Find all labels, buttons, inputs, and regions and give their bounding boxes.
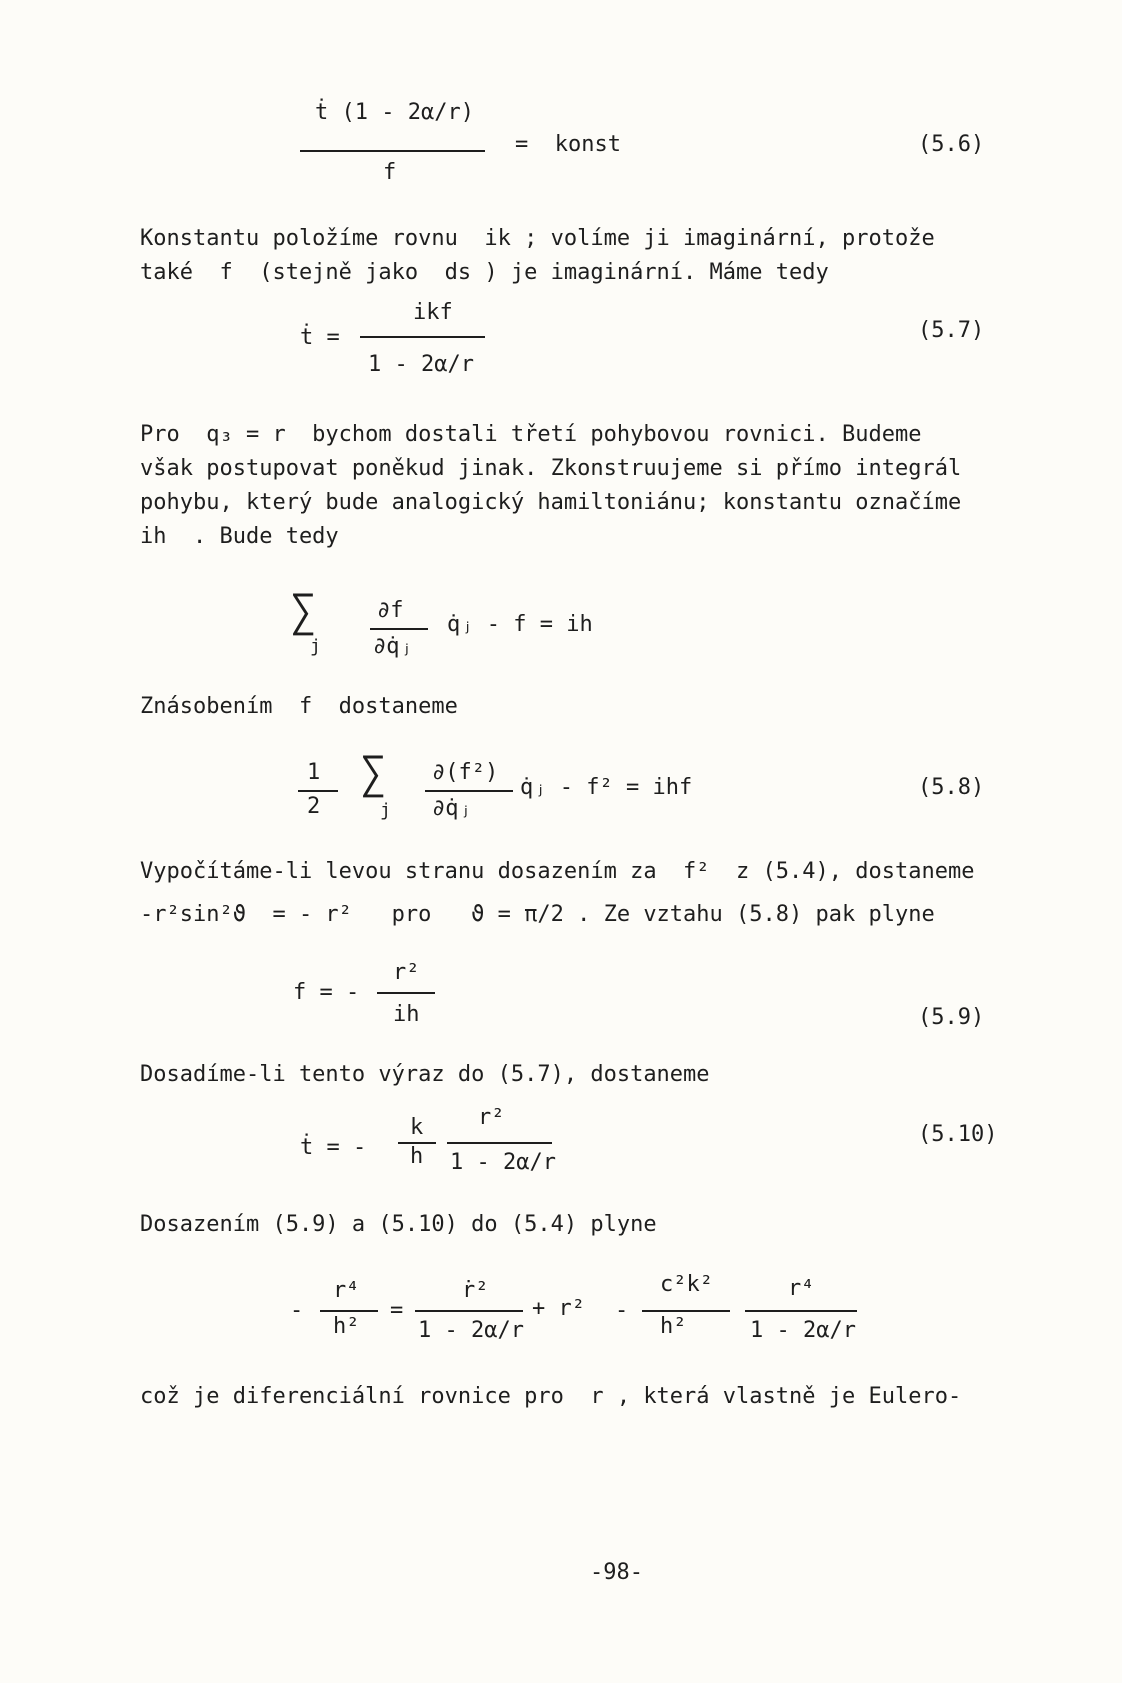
frac4-den: 1 - 2α/r xyxy=(750,1318,856,1343)
eq56-numerator: ṫ (1 - 2α/r) xyxy=(315,100,474,125)
fraction-bar xyxy=(745,1310,857,1312)
eq510-den2: 1 - 2α/r xyxy=(450,1150,556,1175)
paragraph-line: což je diferenciální rovnice pro r , která vlastně je Eulero- xyxy=(140,1384,962,1409)
sum-symbol: ∑ xyxy=(290,586,317,637)
sum-numerator: ∂f xyxy=(377,598,404,623)
eq57-label: (5.7) xyxy=(918,318,985,343)
fraction-bar xyxy=(370,628,428,630)
eq510-num1: k xyxy=(410,1115,424,1140)
eq59-denominator: ih xyxy=(393,1002,420,1027)
paragraph-line: pohybu, který bude analogický hamiltoniánu; konstantu označíme xyxy=(140,490,962,515)
paragraph-line: Pro q₃ = r bychom dostali třetí pohybovou rovnici. Budeme xyxy=(140,422,922,447)
paragraph-line: Vypočítáme-li levou stranu dosazením za f² z (5.4), dostaneme xyxy=(140,859,975,884)
fraction-bar xyxy=(447,1142,552,1144)
fraction-bar xyxy=(415,1310,523,1312)
frac2-den: 1 - 2α/r xyxy=(418,1318,524,1343)
paragraph-line: Dosadíme-li tento výraz do (5.7), dostaneme xyxy=(140,1062,710,1087)
sum-denominator: ∂q̇ⱼ xyxy=(373,634,413,659)
fraction-bar xyxy=(377,992,435,994)
sum-rest: q̇ⱼ - f = ih xyxy=(447,612,593,637)
fraction-bar xyxy=(298,790,338,792)
eq510-num2: r² xyxy=(478,1105,505,1130)
fraction-bar xyxy=(300,150,485,152)
eq56-label: (5.6) xyxy=(918,132,985,157)
minus-sign: - xyxy=(290,1298,304,1323)
eq510-lhs: ṫ = - xyxy=(300,1135,367,1160)
eq510-label: (5.10) xyxy=(918,1122,998,1147)
eq59-numerator: r² xyxy=(393,960,420,985)
minus-sign: - xyxy=(615,1298,629,1323)
paragraph-line: Znásobením f dostaneme xyxy=(140,694,458,719)
paragraph-line: Konstantu položíme rovnu ik ; volíme ji imaginární, protože xyxy=(140,226,935,251)
paragraph-line: Dosazením (5.9) a (5.10) do (5.4) plyne xyxy=(140,1212,657,1237)
sum-index: j xyxy=(310,636,321,657)
fraction-bar xyxy=(360,336,485,338)
eq59-label: (5.9) xyxy=(918,1005,985,1030)
paragraph-line: také f (stejně jako ds ) je imaginární. Máme tedy xyxy=(140,260,829,285)
frac2-num: ṙ² xyxy=(462,1278,489,1303)
plus-term: + r² xyxy=(532,1296,585,1321)
sum-symbol: ∑ xyxy=(360,748,387,799)
eq57-numerator: ikf xyxy=(413,300,453,325)
frac4-num: r⁴ xyxy=(788,1276,815,1301)
paragraph-line: však postupovat poněkud jinak. Zkonstruujeme si přímo integrál xyxy=(140,456,962,481)
eq58-numerator: ∂(f²) xyxy=(432,760,499,785)
equals-sign: = xyxy=(390,1298,404,1323)
eq58-denominator: ∂q̇ⱼ xyxy=(432,796,472,821)
paragraph-line: -r²sin²ϑ = - r² pro ϑ = π/2 . Ze vztahu (5.8) pak plyne xyxy=(140,902,935,927)
fraction-bar xyxy=(425,790,513,792)
frac1-den: h² xyxy=(333,1314,360,1339)
eq58-rest: q̇ⱼ - f² = ihf xyxy=(520,775,693,800)
eq59-lhs: f = - xyxy=(293,980,360,1005)
paragraph-line: ih . Bude tedy xyxy=(140,524,339,549)
eq58-label: (5.8) xyxy=(918,775,985,800)
fraction-bar xyxy=(642,1310,730,1312)
eq56-denominator: f xyxy=(383,160,397,185)
eq57-denominator: 1 - 2α/r xyxy=(368,352,474,377)
frac3-num: c²k² xyxy=(660,1272,713,1297)
fraction-bar xyxy=(320,1310,378,1312)
eq56-rhs: = konst xyxy=(515,132,621,157)
eq510-den1: h xyxy=(410,1144,424,1169)
coef-denominator: 2 xyxy=(307,794,321,819)
frac1-num: r⁴ xyxy=(333,1278,360,1303)
frac3-den: h² xyxy=(660,1314,687,1339)
eq57-lhs: ṫ = xyxy=(300,325,340,350)
coef-numerator: 1 xyxy=(307,760,321,785)
sum-index: j xyxy=(380,800,391,821)
page-number: -98- xyxy=(590,1560,643,1585)
